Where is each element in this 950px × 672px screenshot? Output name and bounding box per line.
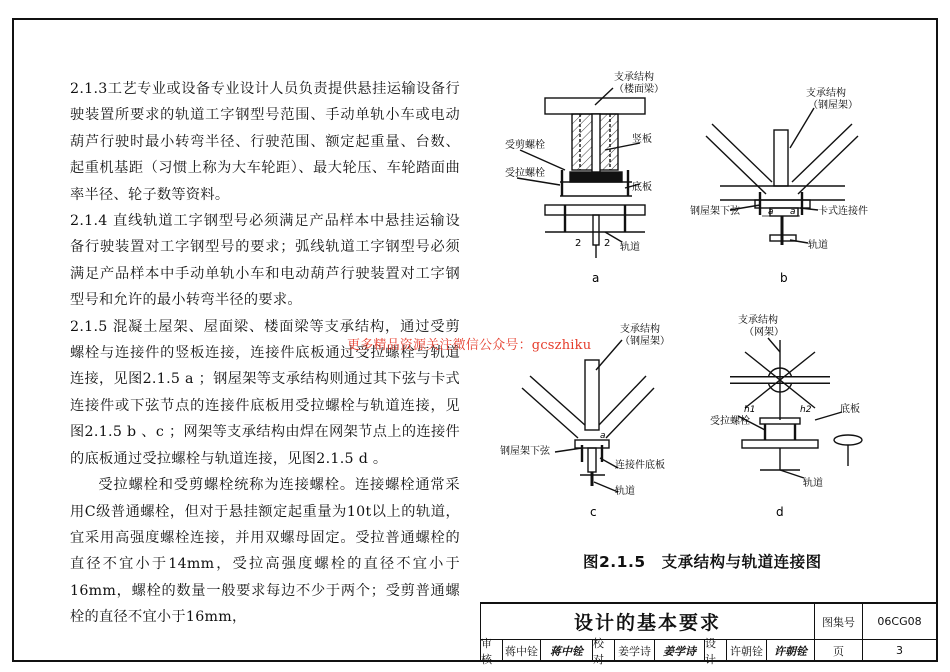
page-label: 页 — [815, 640, 863, 662]
fig-c-label: c — [590, 505, 597, 519]
fig-d-track: 轨道 — [803, 478, 823, 489]
para-bolts: 受拉螺栓和受剪螺栓统称为连接螺栓。连接螺栓通常采用C级普通螺栓，但对于悬挂额定起重量为10t以上的轨道，宜采用高强度螺栓连接，并用双螺母固定。受拉普通螺栓的直径不宜小于14mm，受拉高强度螺栓的直径不宜小于16mm，螺栓的数量一般要求每边不少于两个；受剪普通螺栓的直径不宜小于16mm， — [70, 477, 460, 626]
fig-b-track: 轨道 — [808, 240, 828, 251]
para-2-1-5: 2.1.5 混凝土屋架、屋面梁、楼面梁等支承结构，通过受剪螺栓与连接件的竖板连接，连接件底板通过受拉螺栓与轨道连接，见图2.1.5 a ；钢屋架等支承结构则通过其下弦与卡式连接件或下弦节点的连接件底板用受拉螺栓与轨道连接，见图2.1.5 b 、c ；网架等支承结构由焊在网架节点上的连接件的底板通过受拉螺栓与轨道连接，见图2.1.5 d 。 — [70, 318, 460, 467]
fig-d-support-sub: （网架） — [744, 327, 784, 338]
para-2-1-4: 2.1.4 直线轨道工字钢型号必须满足产品样本中悬挂运输设备行驶装置对工字钢型号的要求；弧线轨道工字钢型号必须满足产品样本中手动单轨小车和电动葫芦行驶装置对工字钢型号和允许的最小转弯半径的要求。 — [70, 213, 460, 309]
fig-c-track: 轨道 — [615, 486, 635, 497]
fig-a-base-plate: 底板 — [632, 182, 652, 193]
checker-signature: 姜学诗 — [655, 640, 705, 662]
connection-figures — [470, 60, 940, 530]
atlas-label: 图集号 — [815, 604, 863, 640]
fig-b-support-sub: （钢屋架） — [808, 100, 858, 111]
fig-b-chord: 钢屋架下弦 — [690, 206, 740, 217]
fig-a-tension-bolt: 受拉螺栓 — [505, 168, 545, 179]
fig-c-support: 支承结构 — [620, 324, 660, 335]
fig-a-shear-bolt: 受剪螺栓 — [505, 140, 545, 151]
check-label: 校对 — [593, 640, 615, 662]
fig-d-tension-bolt: 受拉螺栓 — [710, 416, 750, 427]
designer-name: 许朝铨 — [727, 640, 767, 662]
fig-b-clip: 卡式连接件 — [818, 206, 868, 217]
fig-d-base-plate: 底板 — [840, 404, 860, 415]
fig-c-dim: a — [600, 431, 606, 441]
title-block-title: 设计的基本要求 — [481, 604, 815, 640]
fig-b-label: b — [780, 271, 788, 285]
fig-d-label: d — [776, 505, 784, 519]
fig-d-support: 支承结构 — [738, 315, 778, 326]
fig-c-chord: 钢屋架下弦 — [500, 446, 550, 457]
page-number: 3 — [863, 640, 937, 662]
fig-d-h2: h2 — [800, 405, 812, 415]
fig-a-support: 支承结构 — [614, 72, 654, 83]
watermark-text: 更多精品资源关注微信公众号：gcszhiku — [347, 338, 592, 353]
para-2-1-3: 2.1.3工艺专业或设备专业设计人员负责提供悬挂运输设备行驶装置所要求的轨道工字钢型号范围、手动单轨小车或电动葫芦行驶时最小转弯半径、行驶范围、额定起重量、台数、起重机基距（习惯上称为大车轮距）、最大轮压、车轮踏面曲率半径、轮子数等资料。 — [70, 81, 460, 203]
designer-signature: 许朝铨 — [767, 640, 815, 662]
fig-a-dim-left: 2 — [575, 238, 582, 249]
title-block — [480, 602, 936, 666]
fig-a-support-sub: （楼面梁） — [614, 84, 664, 95]
fig-a-vertical-plate: 竖板 — [632, 134, 652, 145]
fig-a-track: 轨道 — [620, 242, 640, 253]
fig-c-support-sub: （钢屋架） — [620, 336, 670, 347]
fig-d-h1: h1 — [744, 405, 756, 415]
fig-b-dim-right: a — [790, 207, 796, 217]
reviewer-signature: 蒋中铨 — [541, 640, 593, 662]
fig-c-base-plate: 连接件底板 — [615, 460, 665, 471]
reviewer-name: 蒋中铨 — [503, 640, 541, 662]
checker-name: 姜学诗 — [615, 640, 655, 662]
review-label: 审核 — [481, 640, 503, 662]
fig-b-dim-left: a — [768, 207, 774, 217]
figure-caption: 图2.1.5 支承结构与轨道连接图 — [583, 553, 822, 571]
design-label: 设计 — [705, 640, 727, 662]
fig-a-label: a — [592, 271, 600, 285]
body-text — [70, 76, 460, 631]
figure-b — [706, 108, 858, 245]
fig-a-dim-right: 2 — [604, 238, 611, 249]
fig-b-support: 支承结构 — [806, 88, 846, 99]
atlas-number: 06CG08 — [863, 604, 937, 640]
